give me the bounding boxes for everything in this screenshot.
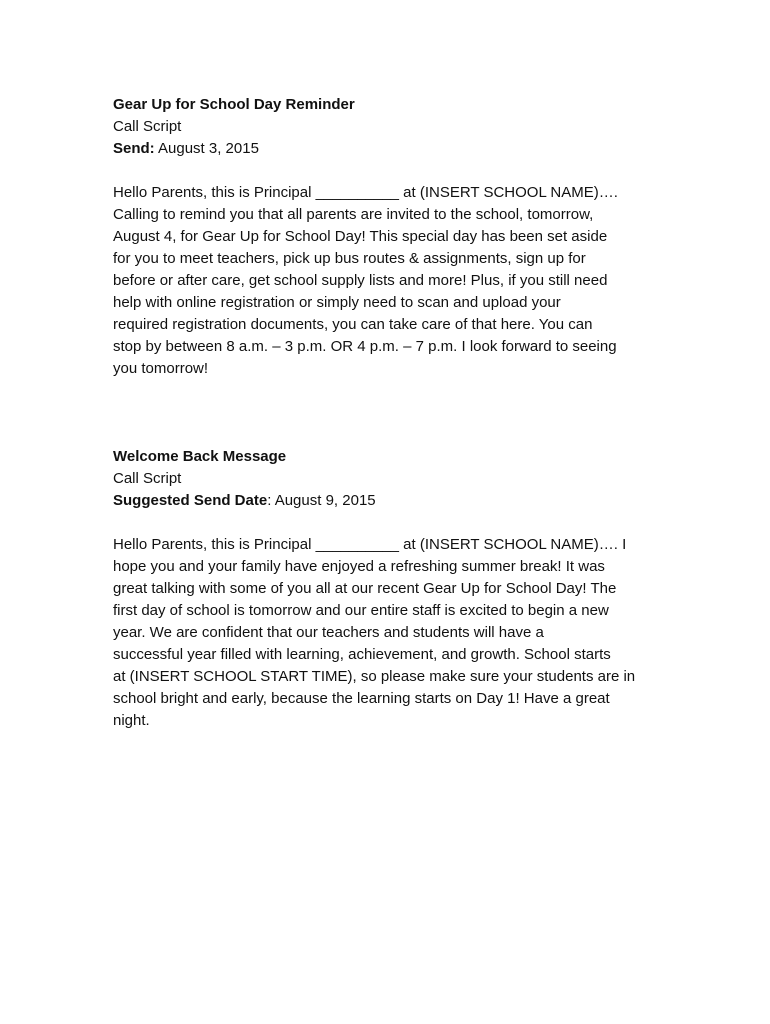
script-line: school bright and early, because the learning starts on Day 1! Have a great — [113, 690, 610, 707]
script-line: night. — [113, 712, 150, 729]
script-body — [113, 182, 661, 380]
script-line: hope you and your family have enjoyed a refreshing summer break! It was — [113, 558, 605, 575]
script-line: successful year filled with learning, achievement, and growth. School starts — [113, 646, 611, 663]
script-line: before or after care, get school supply lists and more! Plus, if you still need — [113, 272, 608, 289]
send-date-value: August 3, 2015 — [154, 140, 259, 157]
script-line: stop by between 8 a.m. – 3 p.m. OR 4 p.m. – 7 p.m. I look forward to seeing — [113, 338, 617, 355]
send-date-label: Suggested Send Date — [113, 492, 268, 509]
send-date-line — [113, 490, 661, 512]
script-body — [113, 534, 661, 732]
script-line: great talking with some of you all at our recent Gear Up for School Day! The — [113, 580, 617, 597]
script-line: help with online registration or simply need to scan and upload your — [113, 294, 561, 311]
script-line: for you to meet teachers, pick up bus routes & assignments, sign up for — [113, 250, 586, 267]
section-spacer — [113, 380, 661, 446]
section-subtitle: Call Script — [113, 470, 182, 487]
section-gear-up-reminder — [113, 94, 661, 380]
section-subtitle: Call Script — [113, 118, 182, 135]
script-line: Hello Parents, this is Principal __________ at (INSERT SCHOOL NAME)…. I — [113, 536, 627, 553]
document-content — [113, 94, 661, 732]
script-line: at (INSERT SCHOOL START TIME), so please make sure your students are in — [113, 668, 636, 685]
send-date-label: Send: — [113, 140, 155, 157]
script-line: August 4, for Gear Up for School Day! This special day has been set aside — [113, 228, 608, 245]
script-line: year. We are confident that our teachers and students will have a — [113, 624, 544, 641]
section-welcome-back — [113, 446, 661, 732]
send-date-line — [113, 138, 661, 160]
script-line: Hello Parents, this is Principal __________ at (INSERT SCHOOL NAME)…. — [113, 184, 618, 201]
section-title: Welcome Back Message — [113, 448, 287, 465]
send-date-value: : August 9, 2015 — [267, 492, 376, 509]
script-line: first day of school is tomorrow and our entire staff is excited to begin a new — [113, 602, 609, 619]
section-title: Gear Up for School Day Reminder — [113, 96, 355, 113]
script-line: Calling to remind you that all parents are invited to the school, tomorrow, — [113, 206, 594, 223]
script-line: required registration documents, you can take care of that here. You can — [113, 316, 593, 333]
script-line: you tomorrow! — [113, 360, 209, 377]
